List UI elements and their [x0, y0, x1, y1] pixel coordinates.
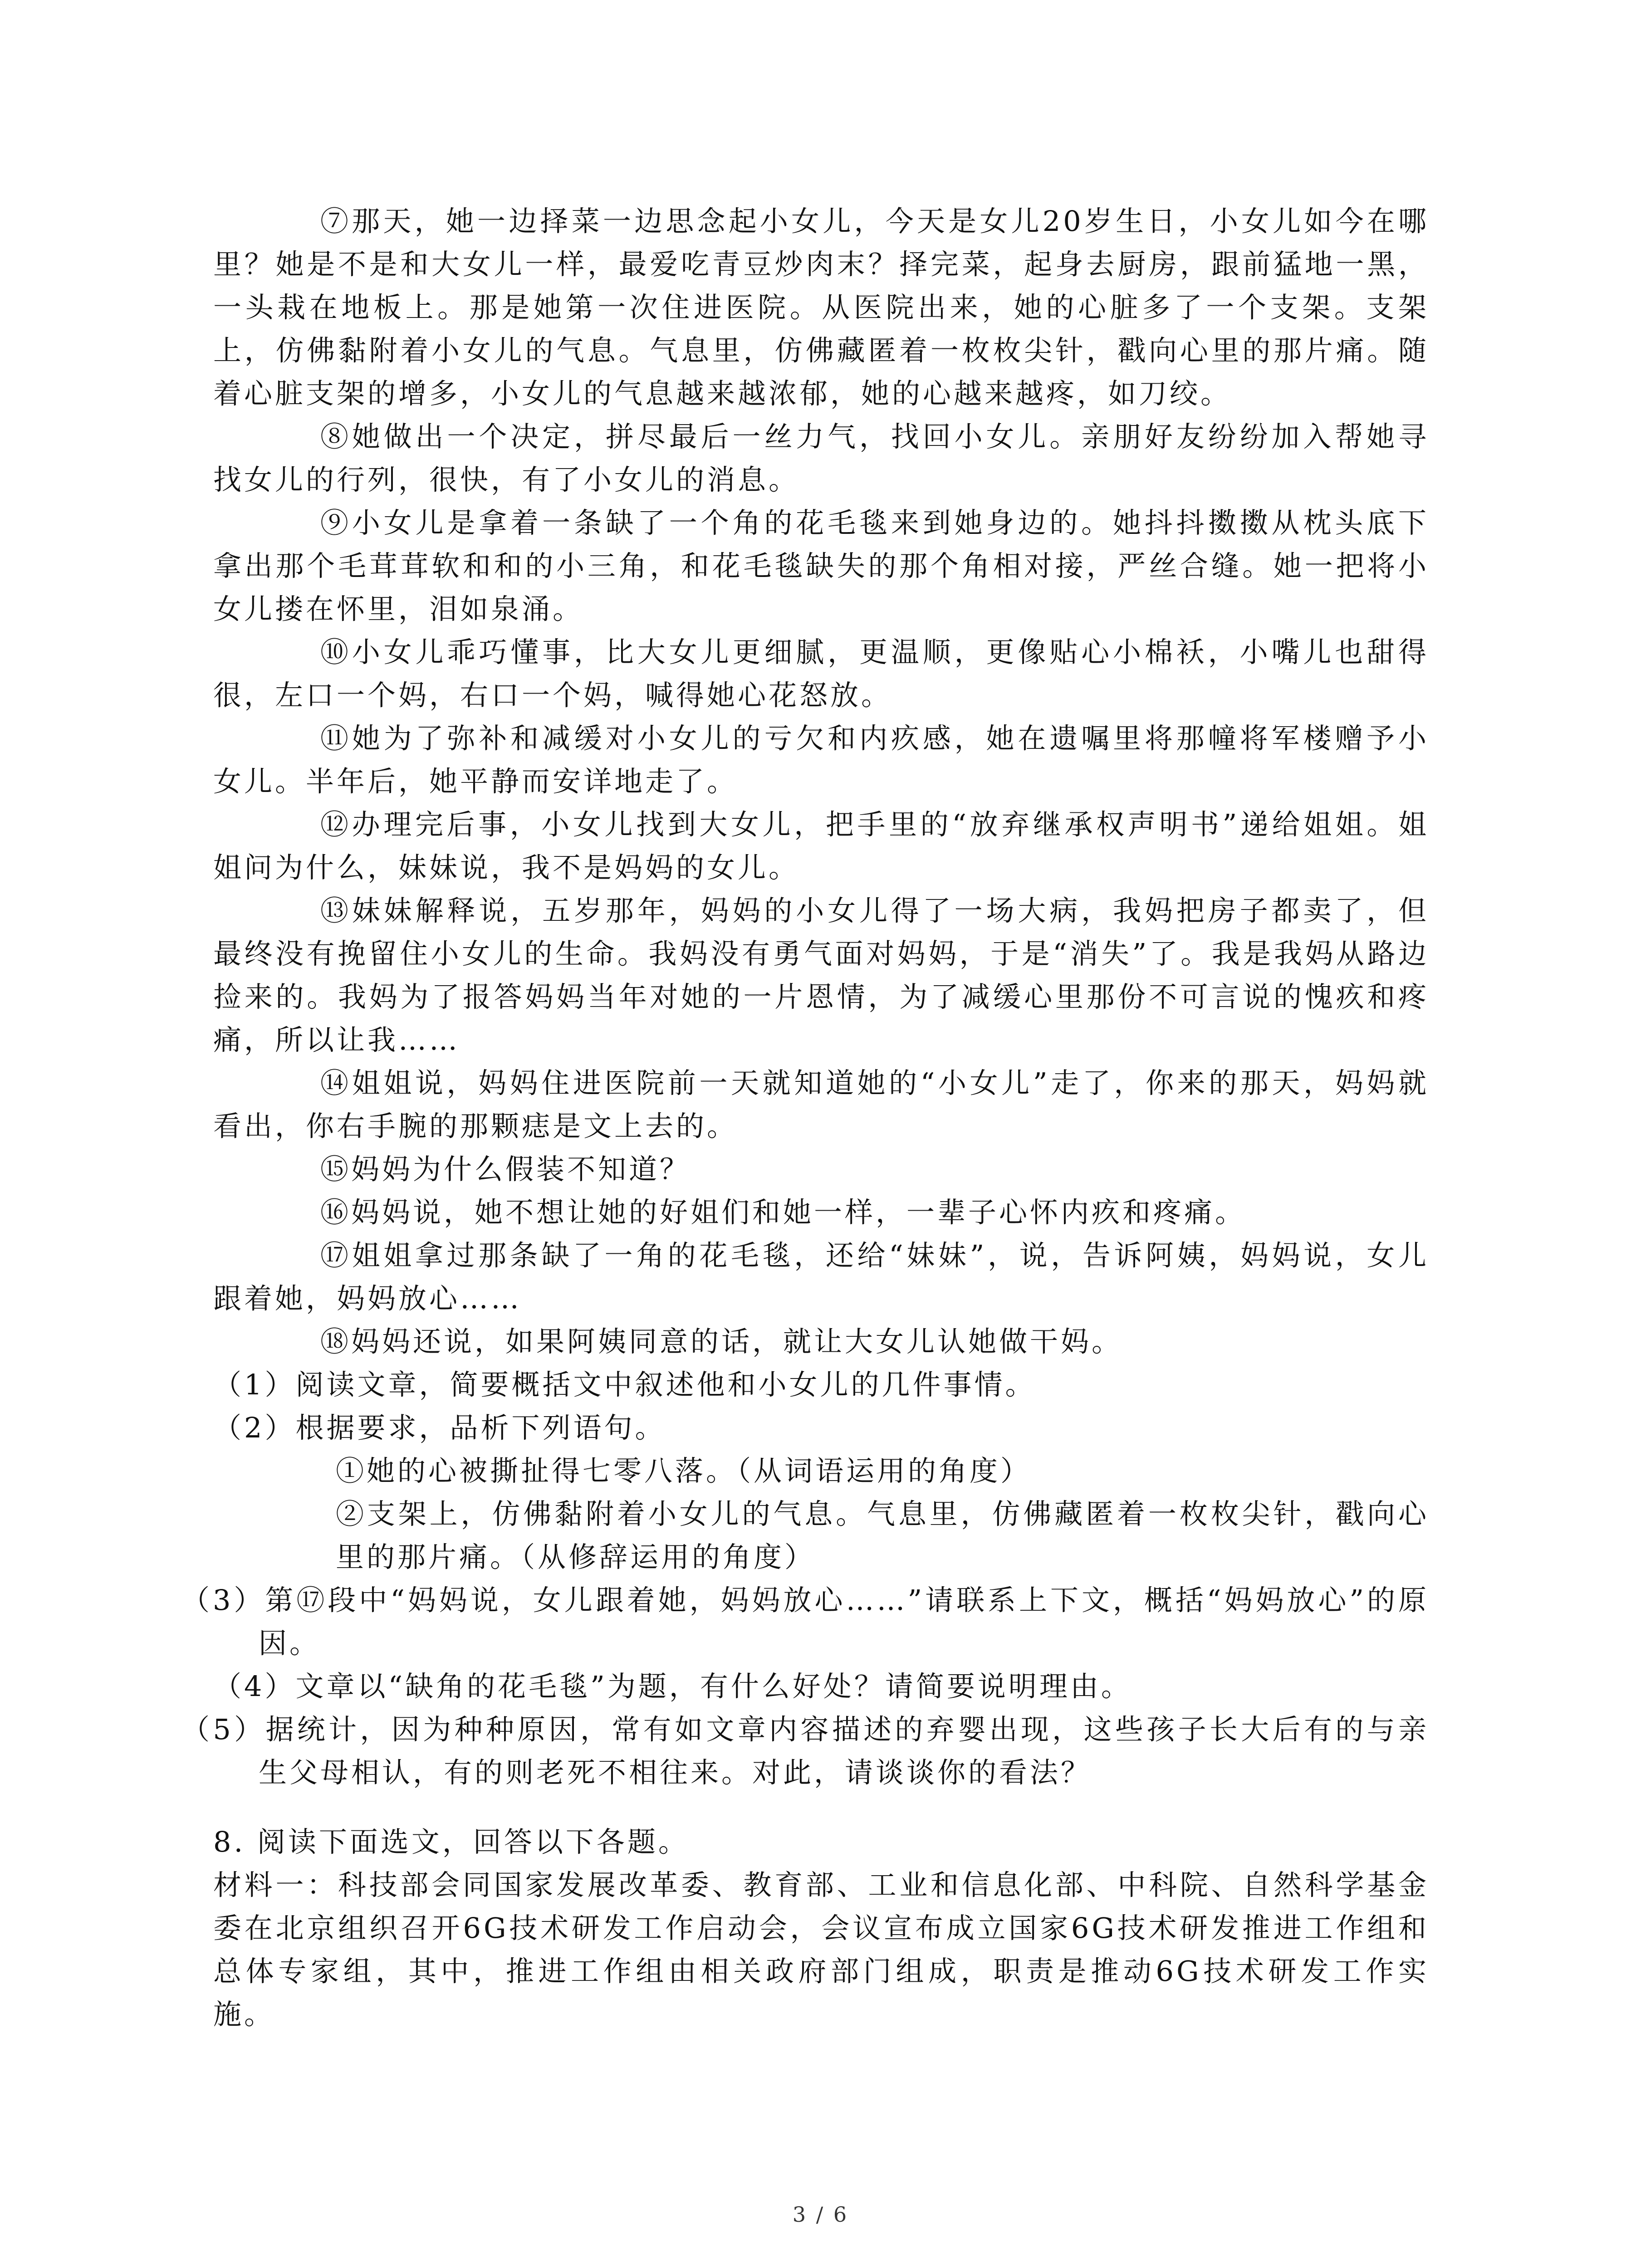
- paragraph-17: ⑰姐姐拿过那条缺了一角的花毛毯，还给“妹妹”，说，告诉阿姨，妈妈说，女儿跟着她，妈妈放心……: [213, 1239, 1429, 1315]
- paragraph-10: ⑩小女儿乖巧懂事，比大女儿更细腻，更温顺，更像贴心小棉袄，小嘴儿也甜得很，左口一个妈，右口一个妈，喊得她心花怒放。: [213, 635, 1429, 712]
- paragraph-11: ⑪她为了弥补和减缓对小女儿的亏欠和内疚感，她在遗嘱里将那幢将军楼赠予小女儿。半年后，她平静而安详地走了。: [213, 722, 1429, 798]
- question-3: （3）第⑰段中“妈妈说，女儿跟着她，妈妈放心……”请联系上下文，概括“妈妈放心”的原因。: [181, 1584, 1429, 1660]
- question-2-item-2: ②支架上，仿佛黏附着小女儿的气息。气息里，仿佛藏匿着一枚枚尖针，戳向心里的那片痛。（从修辞运用的角度）: [336, 1497, 1429, 1574]
- page-number: 3 / 6: [792, 2202, 849, 2227]
- question-2: （2）根据要求，品析下列语句。: [213, 1411, 666, 1444]
- material-1: 材料一：科技部会同国家发展改革委、教育部、工业和信息化部、中科院、自然科学基金委在北京组织召开6G技术研发工作启动会，会议宣布成立国家6G技术研发推进工作组和总体专家组，其中，推进工作组由相关政府部门组成，职责是推动6G技术研发工作实施。: [213, 1868, 1429, 2031]
- paragraph-13: ⑬妹妹解释说，五岁那年，妈妈的小女儿得了一场大病，我妈把房子都卖了，但最终没有挽留住小女儿的生命。我妈没有勇气面对妈妈，于是“消失”了。我是我妈从路边捡来的。我妈为了报答妈妈当年对她的一片恩情，为了减缓心里那份不可言说的愧疚和疼痛，所以让我……: [213, 894, 1429, 1056]
- document-content: [181, 200, 1429, 2036]
- paragraph-12: ⑫办理完后事，小女儿找到大女儿，把手里的“放弃继承权声明书”递给姐姐。姐姐问为什么，妹妹说，我不是妈妈的女儿。: [213, 808, 1429, 884]
- question-2-item-1: ①她的心被撕扯得七零八落。（从词语运用的角度）: [336, 1454, 1032, 1487]
- question-4: （4）文章以“缺角的花毛毯”为题，有什么好处？请简要说明理由。: [213, 1670, 1132, 1703]
- paragraph-8: ⑧她做出一个决定，拼尽最后一丝力气，找回小女儿。亲朋好友纷纷加入帮她寻找女儿的行列，很快，有了小女儿的消息。: [213, 420, 1429, 496]
- section-8: [213, 1820, 1429, 2036]
- questions-block: [181, 1363, 1429, 1794]
- paragraph-9: ⑨小女儿是拿着一条缺了一个角的花毛毯来到她身边的。她抖抖擞擞从枕头底下拿出那个毛茸茸软和和的小三角，和花毛毯缺失的那个角相对接，严丝合缝。她一把将小女儿搂在怀里，泪如泉涌。: [213, 506, 1429, 626]
- paragraph-16: ⑯妈妈说，她不想让她的好姐们和她一样，一辈子心怀内疚和疼痛。: [320, 1196, 1246, 1229]
- paragraph-18: ⑱妈妈还说，如果阿姨同意的话，就让大女儿认她做干妈。: [320, 1325, 1123, 1358]
- paragraph-7: ⑦那天，她一边择菜一边思念起小女儿，今天是女儿20岁生日，小女儿如今在哪里？她是不是和大女儿一样，最爱吃青豆炒肉末？择完菜，起身去厨房，跟前猛地一黑，一头栽在地板上。那是她第一次住进医院。从医院出来，她的心脏多了一个支架。支架上，仿佛黏附着小女儿的气息。气息里，仿佛藏匿着一枚枚尖针，戳向心里的那片痛。随着心脏支架的增多，小女儿的气息越来越浓郁，她的心越来越疼，如刀绞。: [213, 205, 1429, 410]
- question-1: （1）阅读文章，简要概括文中叙述他和小女儿的几件事情。: [213, 1368, 1036, 1401]
- section-8-title: 8. 阅读下面选文，回答以下各题。: [213, 1825, 689, 1858]
- paragraph-14: ⑭姐姐说，妈妈住进医院前一天就知道她的“小女儿”走了，你来的那天，妈妈就看出，你右手腕的那颗痣是文上去的。: [213, 1066, 1429, 1143]
- question-5: （5）据统计，因为种种原因，常有如文章内容描述的弃婴出现，这些孩子长大后有的与亲生父母相认，有的则老死不相往来。对此，请谈谈你的看法？: [181, 1713, 1429, 1789]
- paragraph-15: ⑮妈妈为什么假装不知道？: [320, 1153, 691, 1186]
